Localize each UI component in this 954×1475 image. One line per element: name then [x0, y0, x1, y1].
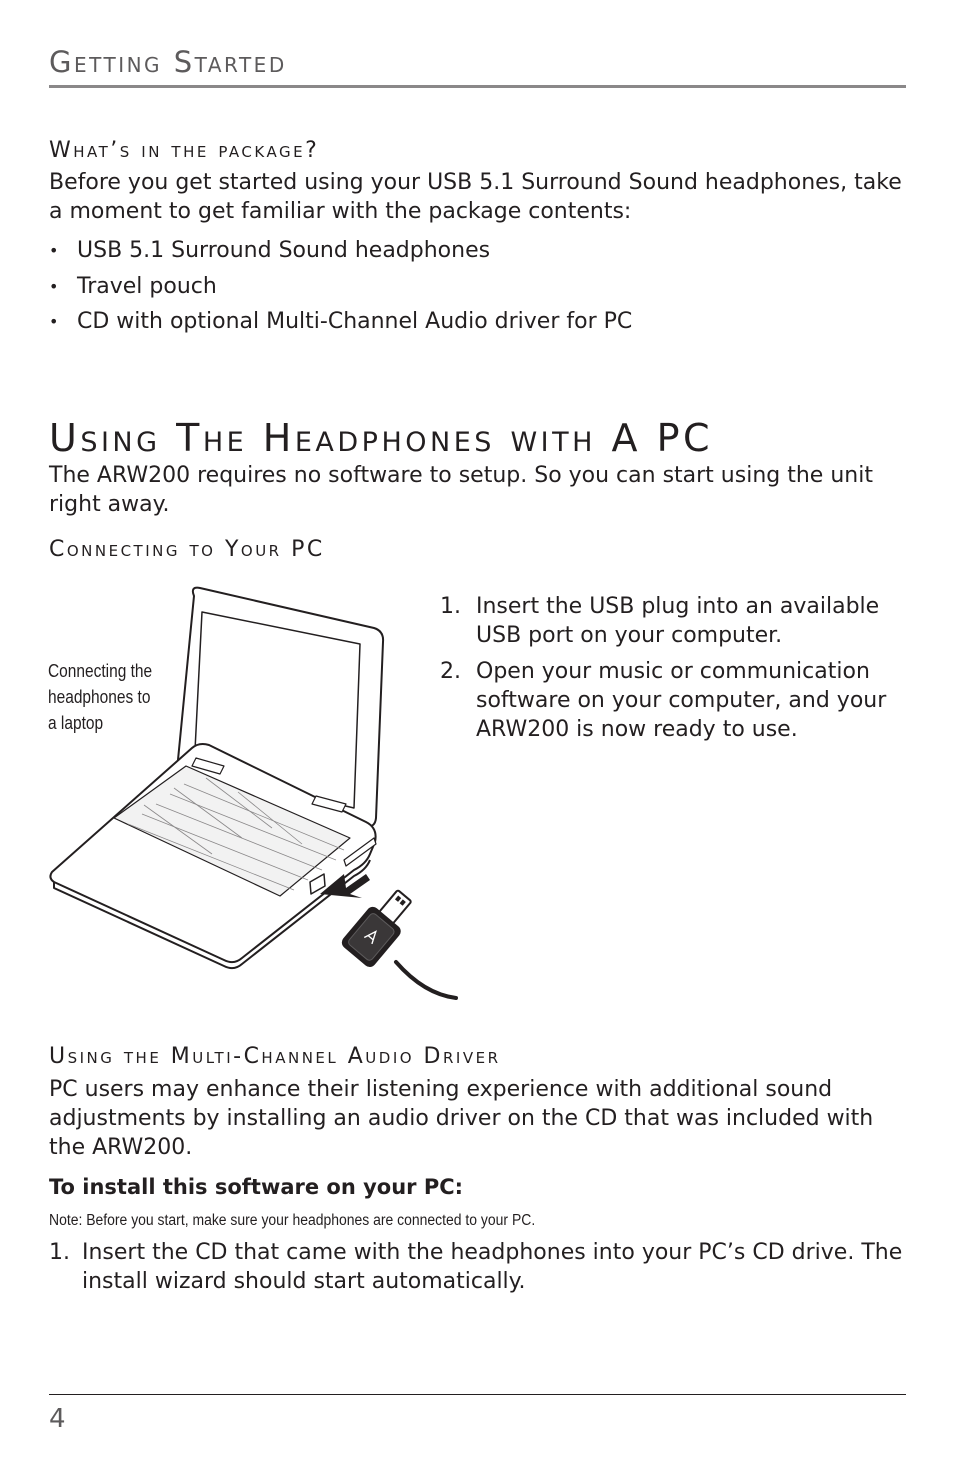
running-header: Getting Started — [49, 45, 287, 79]
list-item: • Travel pouch — [49, 272, 632, 308]
list-item: • USB 5.1 Surround Sound headphones — [49, 236, 632, 272]
list-item — [440, 657, 890, 744]
page-number: 4 — [49, 1404, 66, 1434]
using-intro: The ARW200 requires no software to setup. So you can start using the unit right away. — [49, 463, 873, 517]
laptop-usb-illustration — [44, 582, 464, 1007]
package-list — [49, 236, 632, 343]
section-heading — [49, 416, 714, 460]
package-heading: What’s in the package? — [49, 138, 320, 163]
step-text: Insert the USB plug into an available USB port on your computer. — [476, 594, 880, 648]
step-number: 1. — [49, 1240, 70, 1265]
section-heading-caps: A PC — [611, 416, 714, 460]
list-item — [49, 1238, 906, 1296]
figure-caption: Connecting the headphones to a laptop — [48, 661, 153, 733]
install-steps — [49, 1238, 906, 1296]
header-rule — [49, 85, 906, 88]
package-intro: Before you get started using your USB 5.1 Surround Sound headphones, take a moment to get familiar with the package contents: — [49, 170, 902, 224]
install-note: Note: Before you start, make sure your headphones are connected to your PC. — [49, 1212, 536, 1229]
connecting-heading: Connecting to Your PC — [49, 537, 325, 562]
list-item: • CD with optional Multi-Channel Audio driver for PC — [49, 307, 632, 343]
step-text: Insert the CD that came with the headphones into your PC’s CD drive. The install wizard should start automatically. — [82, 1240, 903, 1294]
connecting-steps — [440, 592, 890, 751]
driver-heading: Using the Multi-Channel Audio Driver — [49, 1044, 501, 1069]
usb-cable — [396, 962, 456, 998]
install-title: To install this software on your PC: — [49, 1175, 464, 1199]
step-number: 2. — [440, 659, 461, 684]
footer-rule — [49, 1394, 906, 1395]
section-heading-text: Using The Headphones with — [49, 416, 596, 460]
list-item — [440, 592, 890, 650]
step-text: Open your music or communication software on your computer, and your ARW200 is now ready to use. — [476, 659, 887, 742]
step-number: 1. — [440, 594, 461, 619]
driver-intro: PC users may enhance their listening experience with additional sound adjustments by installing an audio driver on the CD that was included with the ARW200. — [49, 1077, 874, 1160]
